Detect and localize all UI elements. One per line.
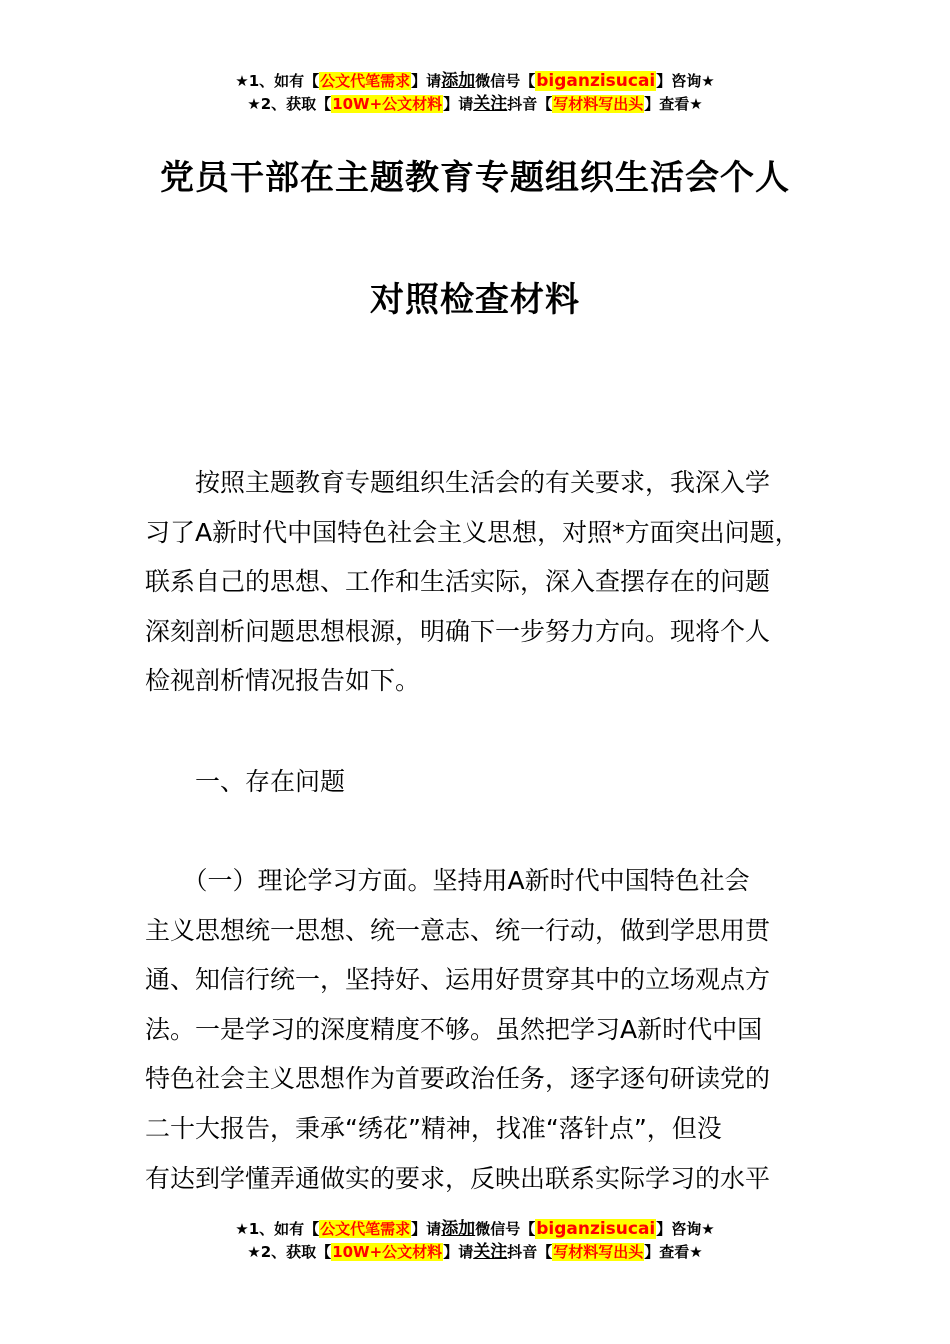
document-title-line-2: 对照检查材料 (370, 280, 580, 320)
paragraph-line: 按照主题教育专题组织生活会的有关要求，我深入学 (145, 468, 771, 497)
banner-line-1: ★1、如有【公文代笔需求】请添加微信号【biganzisucai】咨询★ (235, 1219, 715, 1239)
paragraph-line: 有达到学懂弄通做实的要求，反映出联系实际学习的水平 (145, 1163, 771, 1193)
subsection-paragraph (145, 856, 825, 1203)
paragraph-line: 法。一是学习的深度精度不够。虽然把学习A新时代中国 (145, 1014, 763, 1044)
banner-line-2: ★2、获取【10W+公文材料】请关注抖音【写材料写出头】查看★ (247, 1242, 703, 1262)
highlight-materials: 10W+公文材料 (332, 1243, 443, 1261)
paragraph-line: 检视剖析情况报告如下。 (145, 666, 421, 696)
highlight-douyin-id: 写材料写出头 (553, 1243, 644, 1261)
paragraph-line: 二十大报告，秉承“绣花”精神，找准“落针点”，但没 (145, 1113, 722, 1143)
highlight-wechat-id: biganzisucai (536, 71, 656, 91)
section-heading: 一、存在问题 (145, 767, 346, 796)
paragraph-line: 联系自己的思想、工作和生活实际，深入查摆存在的问题 (145, 567, 771, 597)
paragraph-line: 深刻剖析问题思想根源，明确下一步努力方向。现将个人 (145, 616, 771, 646)
document-title-line-1: 党员干部在主题教育专题组织生活会个人 (160, 158, 790, 198)
highlight-wechat-id: biganzisucai (536, 1219, 656, 1239)
intro-paragraph (145, 458, 825, 706)
highlight-douyin-id: 写材料写出头 (553, 95, 644, 113)
paragraph-line: 主义思想统一思想、统一意志、统一行动，做到学思用贯 (145, 915, 771, 945)
paragraph-line: （一）理论学习方面。坚持用A新时代中国特色社会 (145, 866, 750, 895)
bottom-banner (0, 1218, 950, 1264)
highlight-service: 公文代笔需求 (320, 1220, 411, 1238)
top-banner (0, 70, 950, 116)
highlight-service: 公文代笔需求 (320, 72, 411, 90)
banner-line-1: ★1、如有【公文代笔需求】请添加微信号【biganzisucai】咨询★ (235, 71, 715, 91)
paragraph-line: 习了A新时代中国特色社会主义思想，对照*方面突出问题， (145, 517, 800, 547)
paragraph-line: 通、知信行统一，坚持好、运用好贯穿其中的立场观点方 (145, 965, 771, 995)
highlight-materials: 10W+公文材料 (332, 95, 443, 113)
paragraph-line: 特色社会主义思想作为首要政治任务，逐字逐句研读党的 (145, 1064, 771, 1094)
banner-line-2: ★2、获取【10W+公文材料】请关注抖音【写材料写出头】查看★ (247, 94, 703, 114)
